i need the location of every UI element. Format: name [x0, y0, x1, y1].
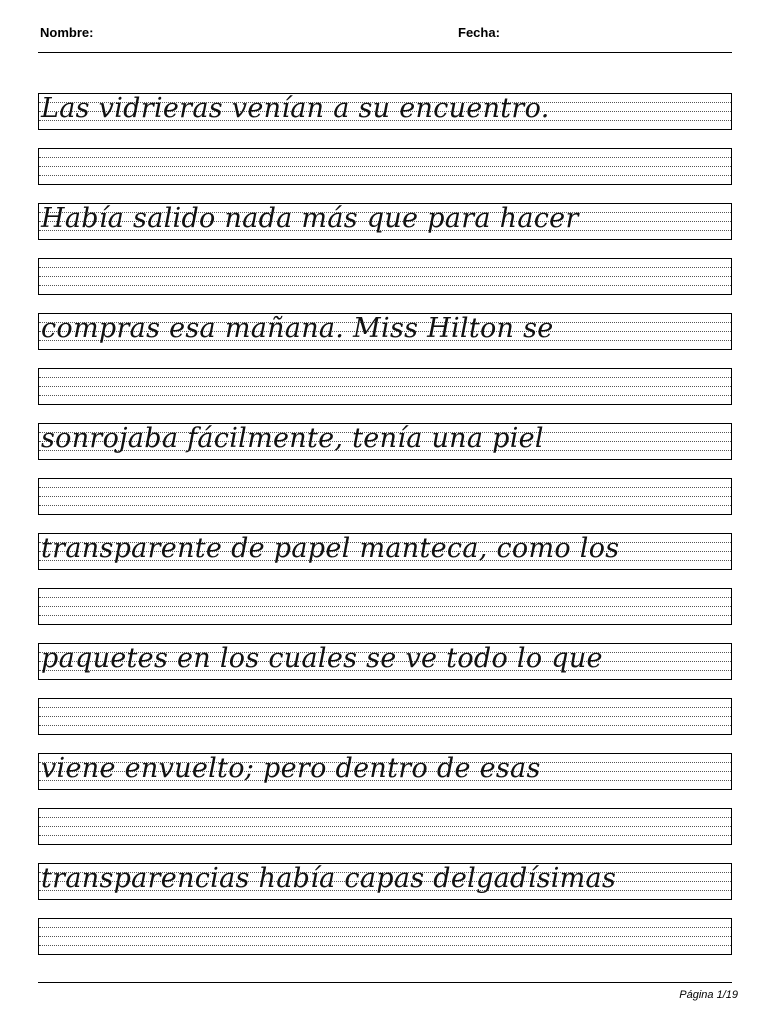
practice-line: [38, 808, 732, 845]
guide-line: [39, 606, 731, 607]
guide-line: [39, 386, 731, 387]
worksheet-header: [38, 24, 732, 53]
practice-line: [38, 478, 732, 515]
date-label: Fecha:: [458, 25, 500, 40]
model-sentence: Había salido nada más que para hacer: [41, 203, 579, 234]
guide-line: [39, 496, 731, 497]
practice-line: [38, 148, 732, 185]
guide-line: [39, 597, 731, 598]
practice-line: [38, 698, 732, 735]
guide-line: [39, 175, 731, 176]
guide-line: [39, 945, 731, 946]
practice-line: [38, 93, 732, 130]
practice-line: [38, 313, 732, 350]
page-footer: [38, 982, 738, 1001]
model-sentence: sonrojaba fácilmente, tenía una piel: [41, 423, 544, 454]
model-sentence: viene envuelto; pero dentro de esas: [41, 753, 541, 784]
model-sentence: transparente de papel manteca, como los: [41, 533, 620, 564]
guide-line: [39, 936, 731, 937]
guide-line: [39, 487, 731, 488]
guide-line: [39, 166, 731, 167]
guide-line: [39, 817, 731, 818]
practice-line: [38, 203, 732, 240]
writing-practice-sheet: [38, 93, 732, 973]
name-label: Nombre:: [40, 25, 94, 40]
guide-line: [39, 267, 731, 268]
guide-line: [39, 826, 731, 827]
practice-line: [38, 863, 732, 900]
guide-line: [39, 505, 731, 506]
practice-line: [38, 918, 732, 955]
model-sentence: Las vidrieras venían a su encuentro.: [41, 93, 550, 124]
model-sentence: transparencias había capas delgadísimas: [41, 863, 617, 894]
guide-line: [39, 927, 731, 928]
page-number: Página 1/19: [679, 989, 738, 1001]
guide-line: [39, 725, 731, 726]
practice-line: [38, 753, 732, 790]
guide-line: [39, 716, 731, 717]
guide-line: [39, 157, 731, 158]
guide-line: [39, 615, 731, 616]
guide-line: [39, 285, 731, 286]
practice-line: [38, 423, 732, 460]
practice-line: [38, 588, 732, 625]
practice-line: [38, 533, 732, 570]
guide-line: [39, 707, 731, 708]
model-sentence: compras esa mañana. Miss Hilton se: [41, 313, 554, 344]
guide-line: [39, 395, 731, 396]
model-sentence: paquetes en los cuales se ve todo lo que: [41, 643, 603, 674]
guide-line: [39, 835, 731, 836]
practice-line: [38, 368, 732, 405]
practice-line: [38, 258, 732, 295]
guide-line: [39, 276, 731, 277]
guide-line: [39, 377, 731, 378]
practice-line: [38, 643, 732, 680]
